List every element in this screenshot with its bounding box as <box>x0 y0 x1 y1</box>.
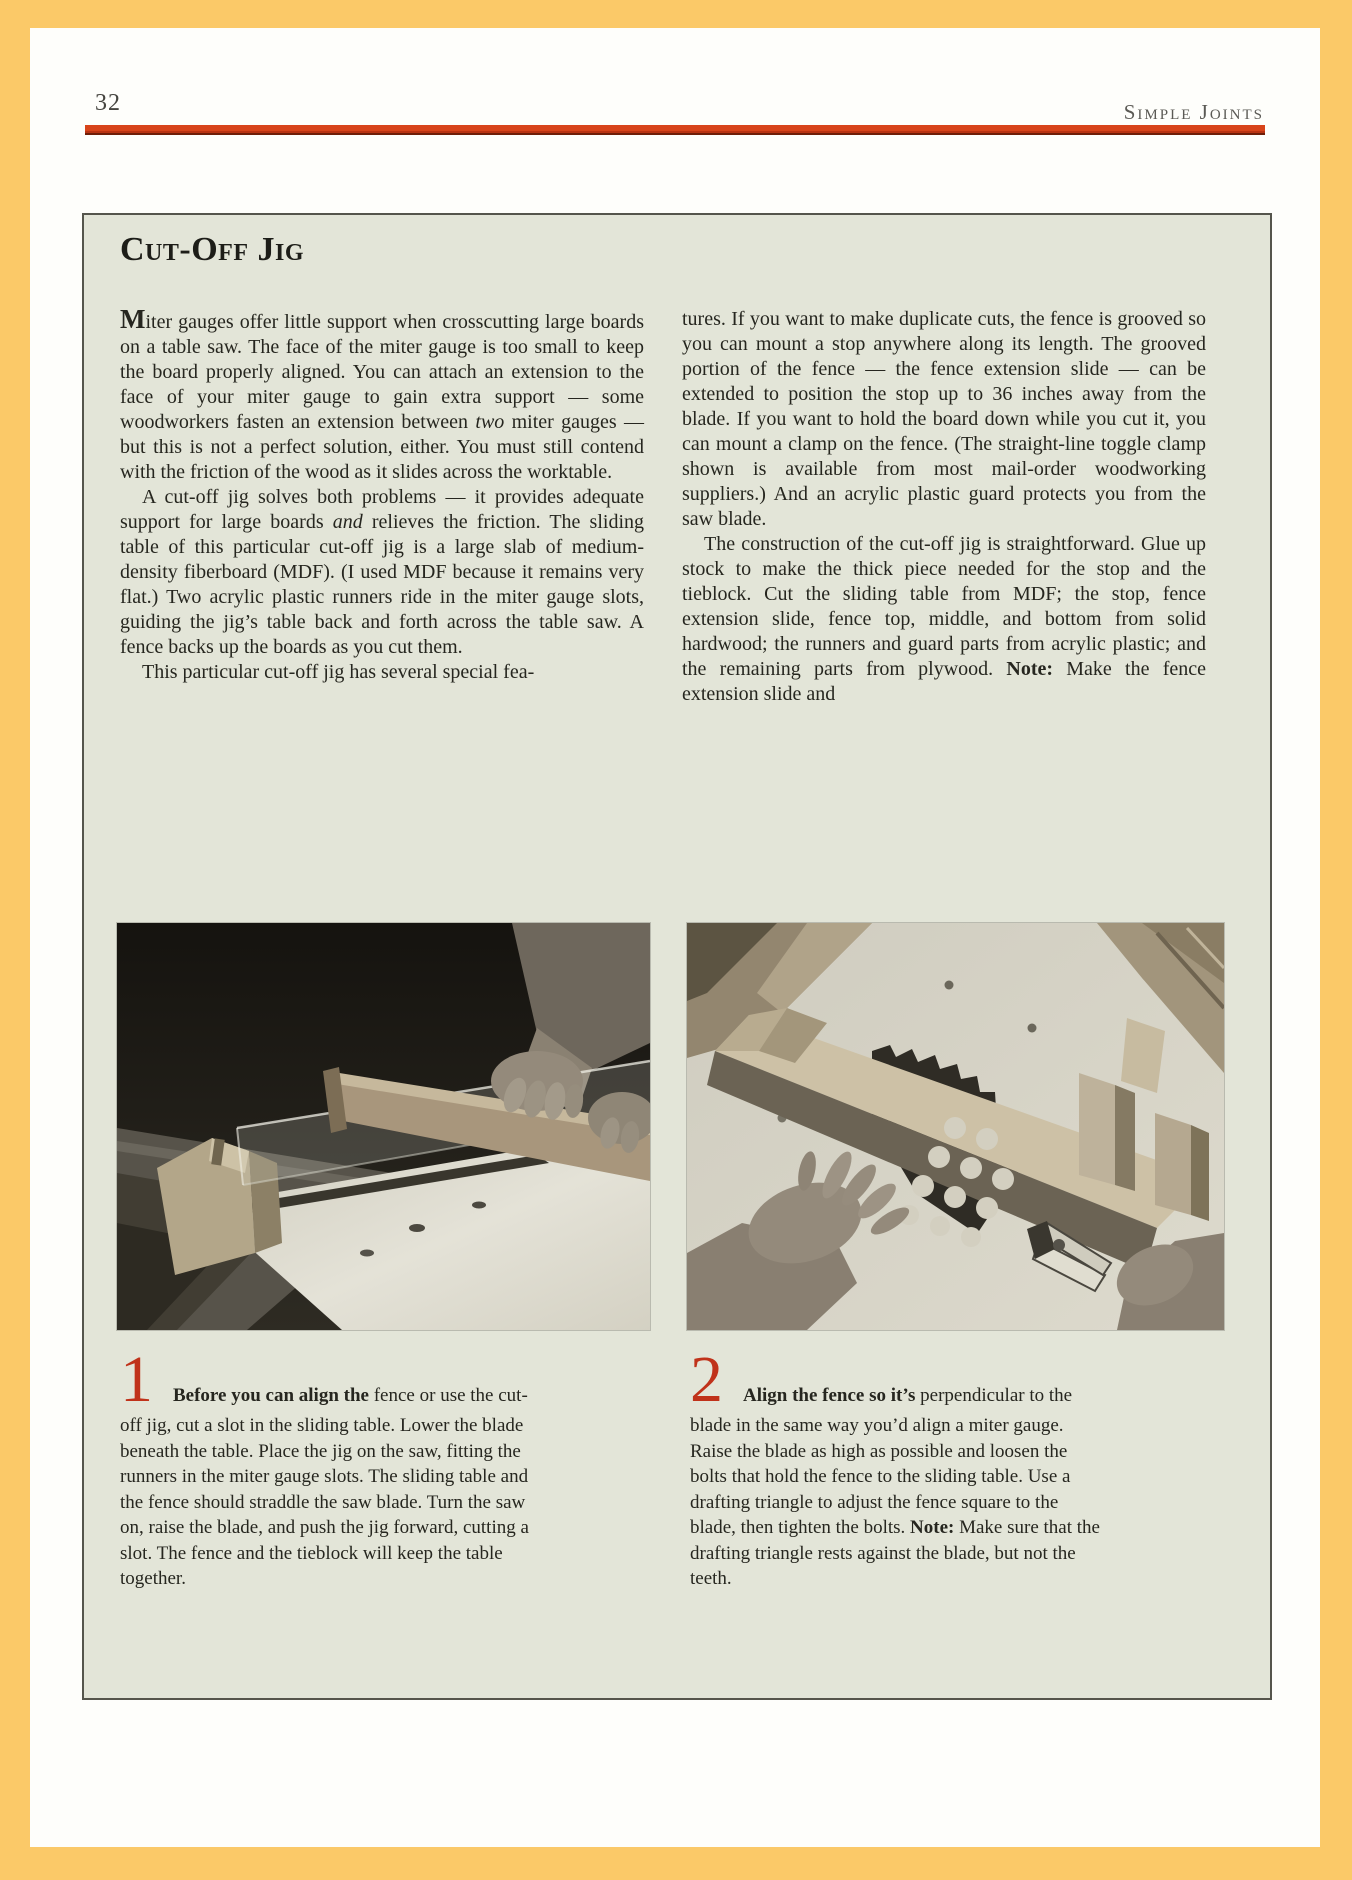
photo-2-illustration <box>687 923 1224 1330</box>
right-column <box>682 307 1206 707</box>
initial-cap: M <box>120 304 146 334</box>
caption-1-number: 1 <box>120 1343 153 1416</box>
paragraph: The construction of the cut-off jig is straightforward. Glue up stock to make the thick piece needed for the stop and the tieblock. Cut the sliding table from MDF; the stop, fence extension slide, fence top, middle, and bottom from solid hardwood; the runners and guard parts from acrylic plastic; and the remaining parts from plywood. Note: Make the fence extension slide and <box>682 533 1206 705</box>
article-title: Cut-Off Jig <box>120 231 304 268</box>
left-column <box>120 304 645 707</box>
screw <box>945 981 954 990</box>
section-running-head: Simple Joints <box>1123 100 1264 124</box>
photo-row <box>117 923 1224 1330</box>
photo-2-align-fence <box>687 923 1224 1330</box>
photo-1-illustration <box>117 923 650 1330</box>
paragraph: tures. If you want to make duplicate cuts, the fence is grooved so you can mount a stop anywhere along its length. The grooved portion of the fence — the fence extension slide — can be extended to position the stop up to 36 inches away from the blade. If you want to hold the board down while you cut it, you can mount a clamp on the fence. (The straight-line toggle clamp shown is available from most mail-order woodworking suppliers.) And an acrylic plastic guard protects you from the saw blade. <box>682 308 1206 530</box>
book-page <box>30 28 1320 1847</box>
screw <box>1028 1024 1037 1033</box>
paragraph: Miter gauges offer little support when crosscutting large boards on a table saw. The face of the miter gauge is too small to keep the board properly aligned. You can attach an extension to the face of your miter gauge to gain extra support — some woodworkers fasten an extension between two miter gauges — but this is not a perfect solution, either. You must still contend with the friction of the wood as it slides across the worktable. <box>120 304 645 483</box>
paragraph: A cut-off jig solves both problems — it provides adequate support for large boards and relieves the friction. The sliding table of this particular cut-off jig is a large slab of medium-density fiberboard (MDF). (I used MDF because it remains very flat.) Two acrylic plastic runners ride in the miter gauge slots, guiding the jig’s table back and forth across the table saw. A fence backs up the boards as you cut them. <box>120 486 644 658</box>
paragraph: This particular cut-off jig has several special fea- <box>142 661 535 683</box>
article-body <box>120 304 1240 707</box>
caption-2: 2 Align the fence so it’s perpendicular to the blade in the same way you’d align a miter gauge. Raise the blade as high as possible and loosen the bolts that hold the fence to the sliding table. Use a drafting triangle to adjust the fence square to the blade, then tighten the bolts. Note: Make sure that the drafting triangle rests against the blade, but not the teeth. <box>690 1343 1100 1589</box>
photo-1-cut-slot <box>117 923 650 1330</box>
cut-off-jig-panel <box>82 213 1272 1700</box>
header-rule <box>85 125 1265 135</box>
page-number: 32 <box>95 90 121 116</box>
caption-2-number: 2 <box>690 1343 723 1416</box>
caption-1: 1 Before you can align the fence or use the cut-off jig, cut a slot in the sliding table. Lower the blade beneath the table. Place the jig on the saw, fitting the runners in the miter gauge slots. The sliding table and the fence should straddle the saw blade. Turn the saw on, raise the blade, and push the jig forward, cutting a slot. The fence and the tieblock will keep the table together. <box>120 1343 529 1589</box>
